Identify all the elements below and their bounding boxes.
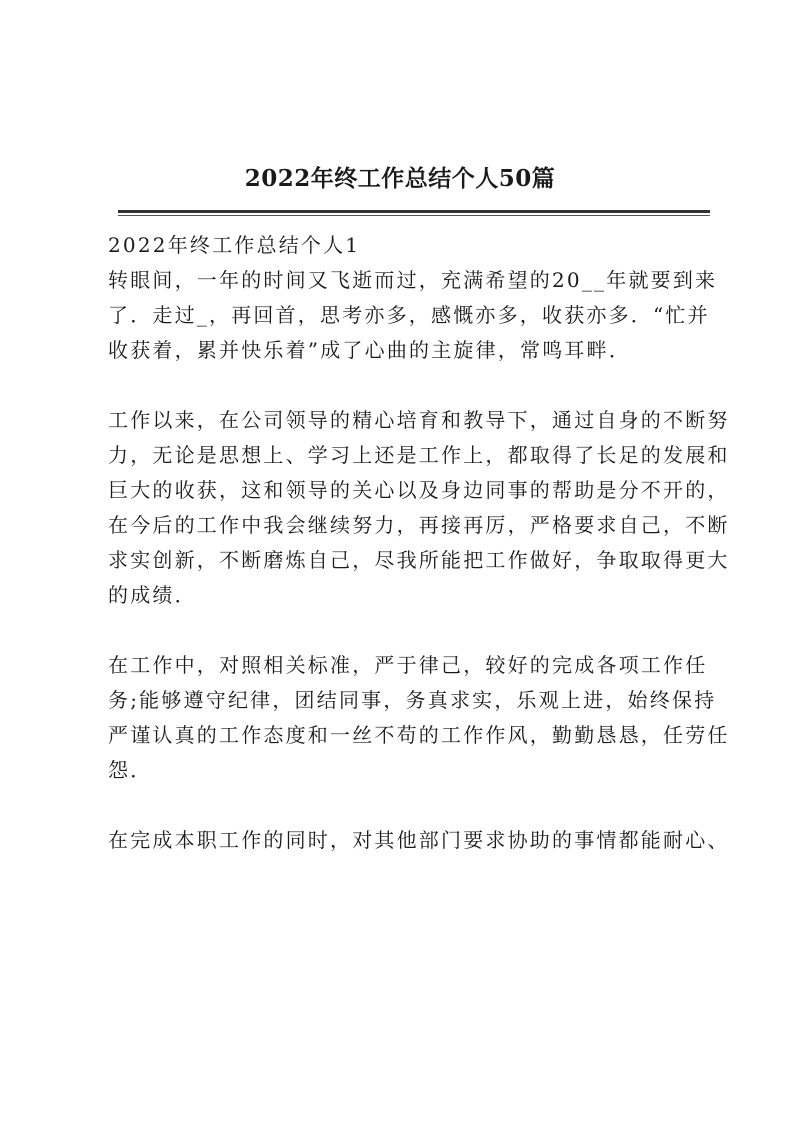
paragraph-line: 收获着，累并快乐着”成了心曲的主旋律，常鸣耳畔． xyxy=(108,338,632,362)
document-title: 2022年终工作总结个人50篇 xyxy=(244,165,556,192)
title-rule-thick xyxy=(118,210,710,213)
document-body xyxy=(108,228,730,893)
paragraph-line: 巨大的收获，这和领导的关心以及身边同事的帮助是分不开的， xyxy=(108,478,730,502)
paragraph-1 xyxy=(108,263,720,368)
paragraph-3 xyxy=(108,648,730,788)
paragraph-4 xyxy=(108,823,730,858)
paragraph-line: 求实创新，不断磨炼自己，尽我所能把工作做好，争取取得更大 xyxy=(108,548,730,572)
paragraph-line: 严谨认真的工作态度和一丝不苟的工作作风，勤勤恳恳，任劳任 xyxy=(108,723,730,747)
paragraph-line: 在今后的工作中我会继续努力，再接再厉，严格要求自己，不断 xyxy=(108,513,730,537)
paragraph-line: 怨． xyxy=(108,758,153,782)
paragraph-line: 务;能够遵守纪律，团结同事，务真求实，乐观上进，始终保持 xyxy=(108,688,717,712)
section-heading: 2022年终工作总结个人1 xyxy=(108,233,361,257)
paragraph-line: 转眼间，一年的时间又飞逝而过，充满希望的20__年就要到来 xyxy=(108,268,718,292)
paragraph-line: 了．走过_，再回首，思考亦多，感慨亦多，收获亦多．“忙并 xyxy=(108,303,710,327)
paragraph-2 xyxy=(108,403,730,613)
paragraph-line: 力，无论是思想上、学习上还是工作上，都取得了长足的发展和 xyxy=(108,443,730,467)
paragraph-line: 在工作中，对照相关标准，严于律己，较好的完成各项工作任 xyxy=(108,653,708,677)
paragraph-line: 在完成本职工作的同时，对其他部门要求协助的事情都能耐心、 xyxy=(108,828,730,852)
paragraph-line: 的成绩． xyxy=(108,583,197,607)
title-rule-thin xyxy=(118,215,710,216)
paragraph-line: 工作以来，在公司领导的精心培育和教导下，通过自身的不断努 xyxy=(108,408,730,432)
